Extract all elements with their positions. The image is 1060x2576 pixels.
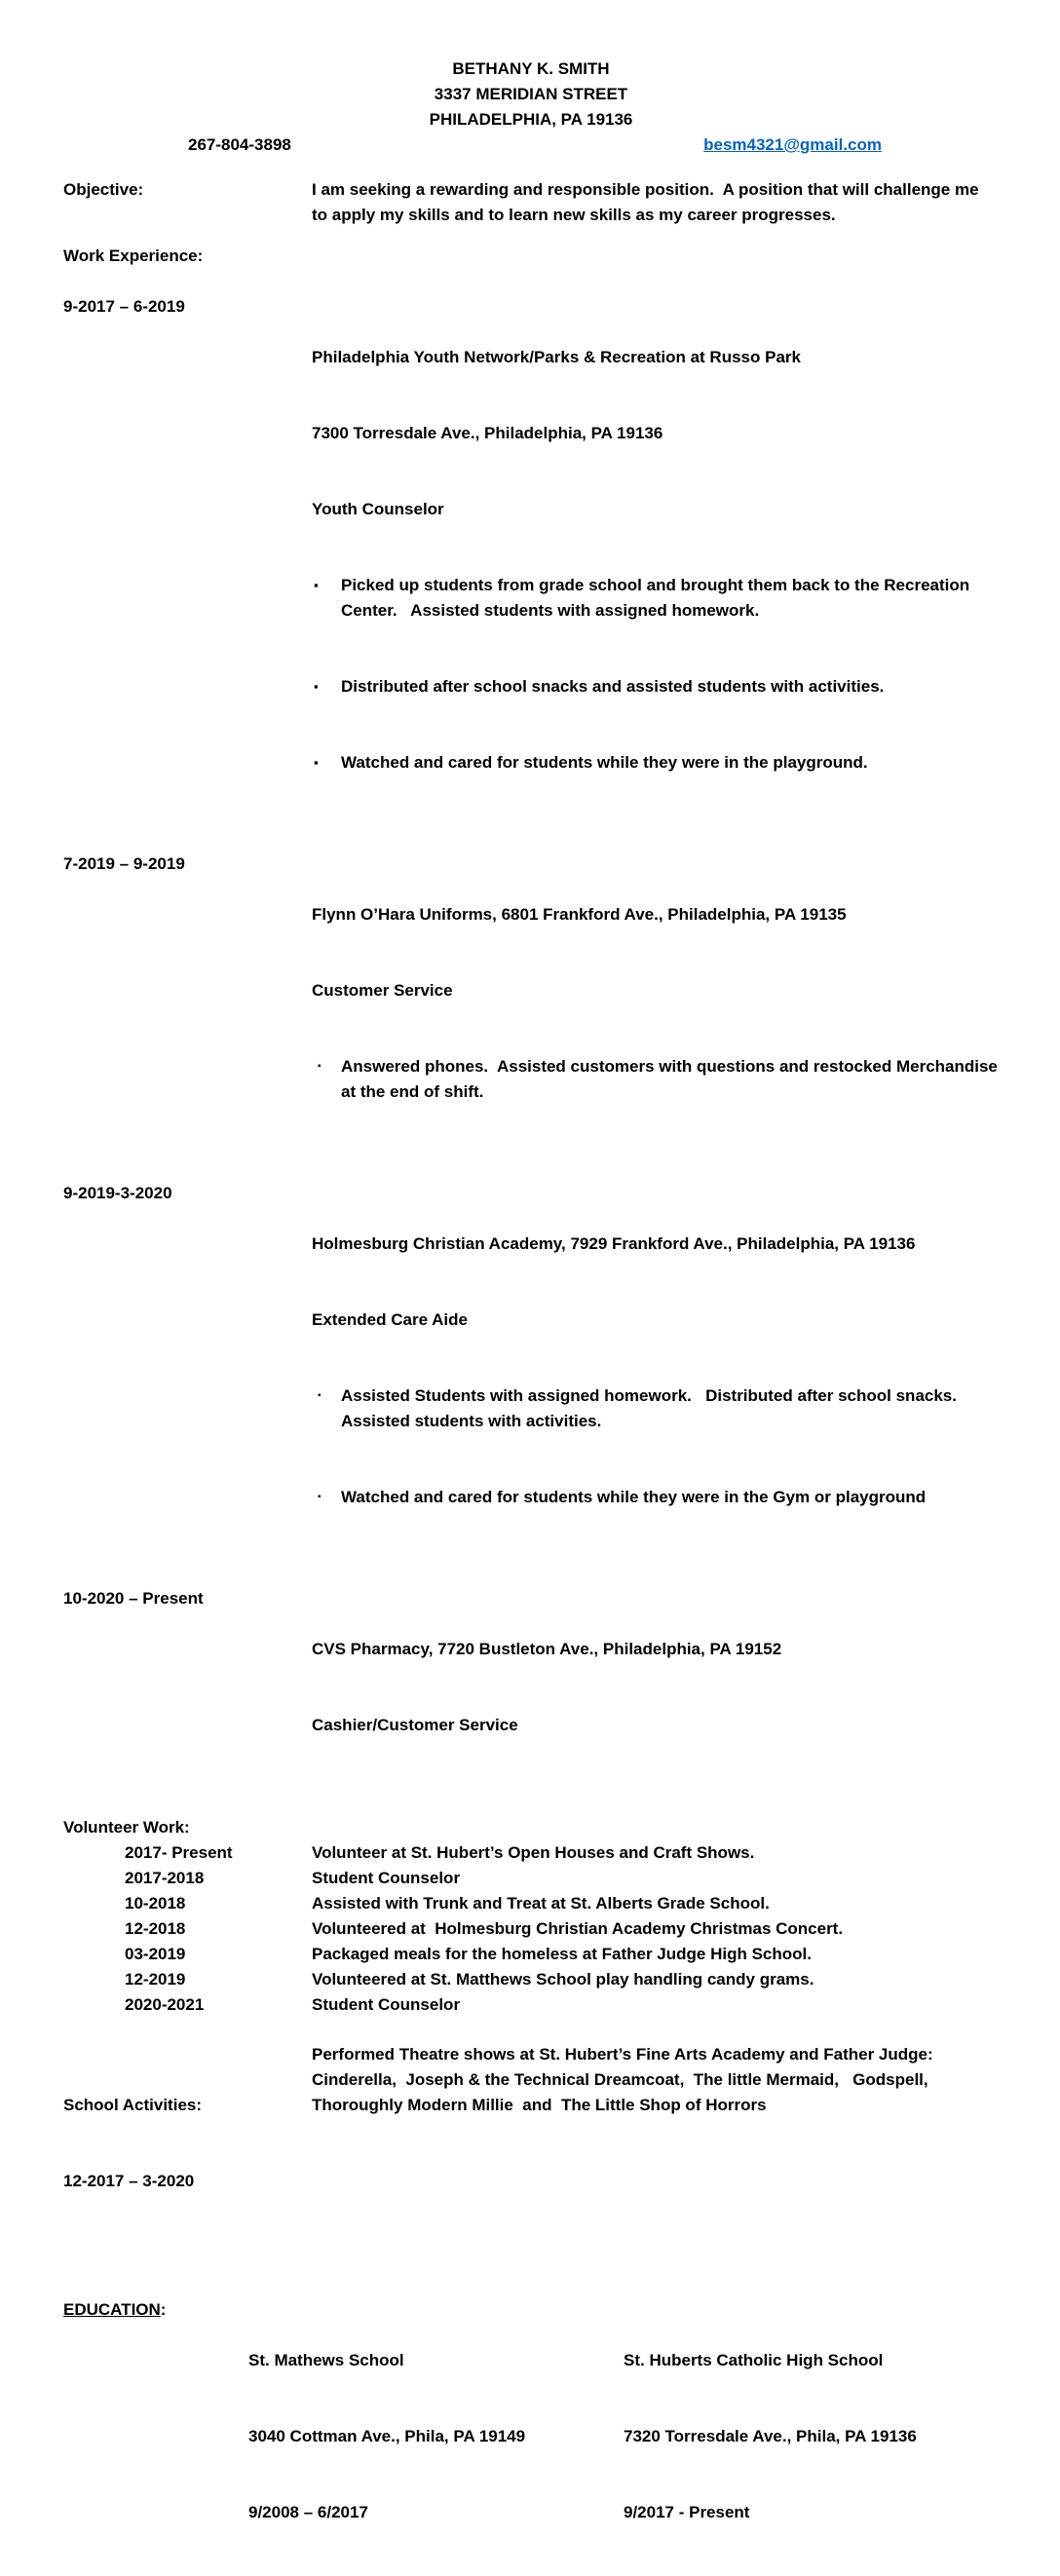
school-name: St. Huberts Catholic High School <box>624 2351 884 2369</box>
volunteer-dates: 12-2018 <box>125 1919 186 1938</box>
square-bullet-icon: ▪ <box>318 1390 322 1401</box>
volunteer-dates: 12-2019 <box>125 1970 186 1989</box>
volunteer-entry <box>63 1916 999 1942</box>
bullet-text: Watched and cared for students while they were in the playground. <box>341 753 868 772</box>
job-employer: CVS Pharmacy, 7720 Bustleton Ave., Philadelphia, PA 19152 <box>312 1640 782 1658</box>
bullet-item <box>312 750 999 776</box>
job-entry-cvs-pharmacy <box>63 1586 999 1789</box>
school-activities-text: Performed Theatre shows at St. Hubert’s Fine Arts Academy and Father Judge: Cinderella, Joseph & the Technical Dreamcoat, The little Mermaid, Godspell, Thoroughly Modern Millie and The Little Shop of Horrors <box>312 2045 938 2114</box>
volunteer-description: Volunteered at Holmesburg Christian Academy Christmas Concert. <box>312 1919 844 1938</box>
education-label-colon: : <box>160 2300 167 2319</box>
job-title: Customer Service <box>312 981 453 1000</box>
square-bullet-icon: ▪ <box>314 679 319 694</box>
job-dates: 9-2019-3-2020 <box>63 1184 172 1202</box>
job-employer: Holmesburg Christian Academy, 7929 Frankford Ave., Philadelphia, PA 19136 <box>312 1234 916 1253</box>
objective-text: I am seeking a rewarding and responsible position. A position that will challenge me to apply my skills and to learn new skills as my career progresses. <box>312 180 984 224</box>
job-title: Extended Care Aide <box>312 1310 468 1329</box>
square-bullet-icon: ▪ <box>318 1492 322 1502</box>
volunteer-dates: 2017-2018 <box>125 1869 205 1887</box>
contact-row <box>63 133 999 158</box>
bullet-item <box>312 1383 999 1434</box>
job-details <box>312 1586 999 1789</box>
volunteer-entry <box>63 1840 999 1866</box>
email-link[interactable]: besm4321@gmail.com <box>703 135 882 154</box>
bullet-item <box>312 1485 999 1510</box>
volunteer-dates: 03-2019 <box>125 1945 186 1963</box>
job-details <box>312 852 1003 1155</box>
candidate-street: 3337 MERIDIAN STREET <box>434 85 628 103</box>
bullet-text: Watched and cared for students while they were in the Gym or playground <box>341 1488 927 1506</box>
bullet-item <box>312 1054 1003 1105</box>
school-dates: 9/2008 – 6/2017 <box>248 2503 368 2521</box>
bullet-text: Distributed after school snacks and assisted students with activities. <box>341 677 885 696</box>
school-dates: 9/2017 - Present <box>624 2503 750 2521</box>
job-title: Cashier/Customer Service <box>312 1716 518 1734</box>
volunteer-entry <box>63 1891 999 1916</box>
education-school-2 <box>624 2297 999 2576</box>
square-bullet-icon: ▪ <box>314 755 319 770</box>
job-dates: 9-2017 – 6-2019 <box>63 297 185 316</box>
square-bullet-icon: ▪ <box>318 1061 322 1072</box>
job-dates: 7-2019 – 9-2019 <box>63 854 185 873</box>
volunteer-description: Packaged meals for the homeless at Father Judge High School. <box>312 1945 812 1963</box>
job-title: Youth Counselor <box>312 500 444 518</box>
volunteer-dates: 2020-2021 <box>125 1995 205 2014</box>
volunteer-description: Assisted with Trunk and Treat at St. Alberts Grade School. <box>312 1894 770 1913</box>
candidate-name: BETHANY K. SMITH <box>452 59 610 78</box>
job-dates: 10-2020 – Present <box>63 1589 204 1608</box>
school-name: St. Mathews School <box>248 2351 404 2369</box>
education-label <box>63 2297 248 2323</box>
volunteer-description: Volunteer at St. Hubert’s Open Houses and Craft Shows. <box>312 1843 755 1862</box>
volunteer-entry <box>63 1992 999 2018</box>
work-experience-label: Work Experience: <box>63 246 204 265</box>
job-details <box>312 1181 999 1561</box>
school-activities-section <box>63 2042 999 2245</box>
education-label-word: EDUCATION <box>63 2300 161 2319</box>
bullet-item <box>312 674 999 700</box>
bullet-text: Assisted Students with assigned homework. Distributed after school snacks. Assisted students with activities. <box>341 1386 970 1430</box>
volunteer-work-label: Volunteer Work: <box>63 1818 190 1837</box>
candidate-city-state-zip: PHILADELPHIA, PA 19136 <box>429 110 633 129</box>
school-address: 3040 Cottman Ave., Phila, PA 19149 <box>248 2427 526 2445</box>
volunteer-dates: 10-2018 <box>125 1894 186 1913</box>
phone-number: 267-804-3898 <box>188 135 291 154</box>
volunteer-entry <box>63 1942 999 1967</box>
job-employer: Philadelphia Youth Network/Parks & Recreation at Russo Park <box>312 348 801 366</box>
square-bullet-icon: ▪ <box>314 578 319 592</box>
job-entry-flynn-ohara <box>63 852 1003 1155</box>
school-activities-label: School Activities: <box>63 2096 203 2114</box>
volunteer-entry <box>63 1967 999 1992</box>
volunteer-entry <box>63 1866 999 1891</box>
school-activities-dates: 12-2017 – 3-2020 <box>63 2172 195 2190</box>
job-entry-holmesburg-christian-academy <box>63 1181 999 1561</box>
volunteer-description: Student Counselor <box>312 1869 461 1887</box>
bullet-item <box>312 573 999 624</box>
volunteer-dates: 2017- Present <box>125 1843 233 1862</box>
objective-label: Objective: <box>63 180 144 199</box>
volunteer-description: Student Counselor <box>312 1995 461 2014</box>
job-details <box>312 294 999 826</box>
school-address: 7320 Torresdale Ave., Phila, PA 19136 <box>624 2427 917 2445</box>
volunteer-description: Volunteered at St. Matthews School play handling candy grams. <box>312 1970 814 1989</box>
job-address: 7300 Torresdale Ave., Philadelphia, PA 19136 <box>312 424 663 442</box>
job-employer: Flynn O’Hara Uniforms, 6801 Frankford Ave., Philadelphia, PA 19135 <box>312 905 847 924</box>
bullet-text: Picked up students from grade school and brought them back to the Recreation Center. Assisted students with assigned homework. <box>341 576 974 620</box>
school-activities-label-block <box>63 2042 312 2245</box>
bullet-text: Answered phones. Assisted customers with questions and restocked Merchandise at the end of shift. <box>341 1057 1003 1101</box>
job-entry-philadelphia-youth-network <box>63 294 999 826</box>
education-school-1 <box>248 2297 624 2576</box>
objective-section <box>63 177 999 228</box>
education-section <box>63 2297 999 2576</box>
